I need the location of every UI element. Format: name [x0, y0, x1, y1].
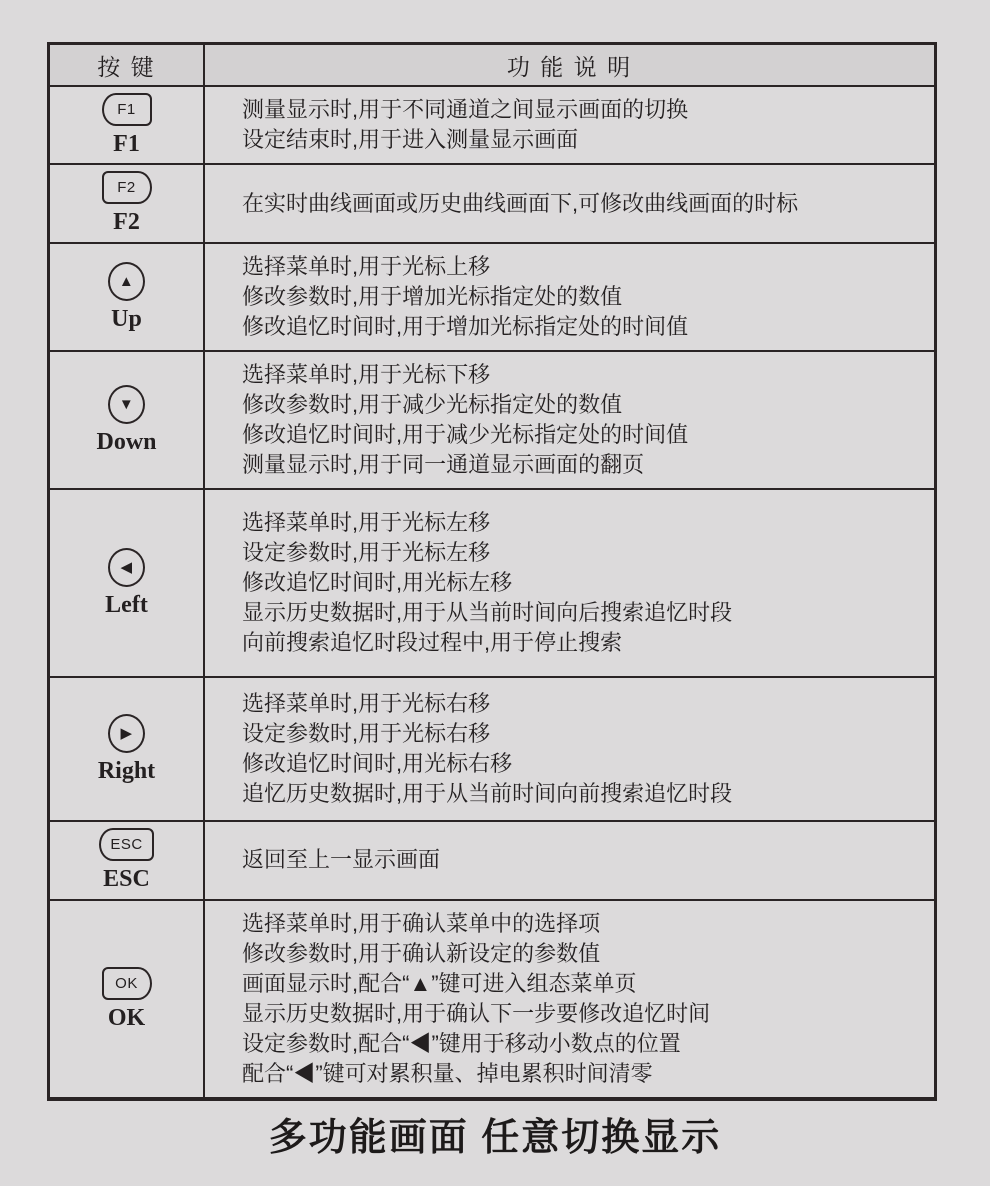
description-line: 显示历史数据时,用于从当前时间向后搜索追忆时段 — [242, 599, 733, 625]
function-description-cell — [205, 822, 934, 899]
down-key-icon: ▼ — [108, 385, 145, 424]
key-label: Right — [97, 757, 156, 784]
description-line: 修改追忆时间时,用于增加光标指定处的时间值 — [242, 313, 689, 339]
key-cell — [50, 244, 205, 350]
description-line: 返回至上一显示画面 — [242, 847, 441, 873]
key-label: F1 — [113, 131, 140, 157]
function-description-cell — [205, 244, 934, 350]
esc-key-icon: ESC — [99, 828, 153, 861]
description-line: 修改参数时,用于减少光标指定处的数值 — [242, 391, 623, 417]
function-description-cell — [205, 352, 934, 488]
function-description-cell — [205, 490, 934, 676]
table-row — [50, 87, 934, 165]
key-function-table — [47, 42, 937, 1101]
table-row — [50, 165, 934, 243]
description-line: 选择菜单时,用于光标上移 — [242, 253, 491, 279]
description-line: 画面显示时,配合“▲”键可进入组态菜单页 — [242, 970, 637, 996]
description-line: 选择菜单时,用于光标左移 — [242, 509, 491, 535]
key-cell — [50, 678, 205, 820]
description-line: 修改参数时,用于增加光标指定处的数值 — [242, 283, 623, 309]
function-description-cell — [205, 901, 934, 1097]
description-line: 修改追忆时间时,用于减少光标指定处的时间值 — [242, 421, 689, 447]
description-line: 设定参数时,配合“◀”键用于移动小数点的位置 — [242, 1030, 681, 1056]
description-line: 设定参数时,用于光标右移 — [242, 720, 491, 746]
function-description-cell — [205, 87, 934, 163]
description-line: 显示历史数据时,用于确认下一步要修改追忆时间 — [242, 1000, 711, 1026]
header-function-column: 功 能 说 明 — [506, 53, 633, 80]
table-row — [50, 244, 934, 352]
description-line: 测量显示时,用于不同通道之间显示画面的切换 — [242, 97, 689, 123]
description-line: 配合“◀”键可对累积量、掉电累积时间清零 — [242, 1060, 653, 1086]
key-cell — [50, 87, 205, 163]
table-body — [50, 87, 934, 1097]
table-row — [50, 352, 934, 490]
key-label: Down — [96, 428, 157, 455]
key-cell — [50, 490, 205, 676]
key-label: ESC — [103, 866, 150, 893]
function-description-cell — [205, 678, 934, 820]
description-line: 修改参数时,用于确认新设定的参数值 — [242, 940, 601, 966]
key-label: Up — [111, 305, 142, 332]
ok-key-icon: OK — [102, 967, 152, 1000]
table-row — [50, 901, 934, 1097]
table-header-row — [50, 45, 934, 87]
key-cell — [50, 165, 205, 241]
description-line: 向前搜索追忆时段过程中,用于停止搜索 — [242, 629, 623, 655]
key-label: OK — [107, 1004, 146, 1031]
key-cell — [50, 822, 205, 899]
description-line: 选择菜单时,用于光标右移 — [242, 690, 491, 716]
key-cell — [50, 352, 205, 488]
key-label: F2 — [113, 209, 140, 236]
description-line: 修改追忆时间时,用光标左移 — [242, 569, 513, 595]
left-key-icon: ◀ — [108, 548, 145, 587]
table-row — [50, 822, 934, 901]
up-key-icon: ▲ — [108, 262, 145, 301]
table-row — [50, 678, 934, 822]
description-line: 设定参数时,用于光标左移 — [242, 539, 491, 565]
description-line: 选择菜单时,用于确认菜单中的选择项 — [242, 910, 601, 936]
function-description-cell — [205, 165, 934, 241]
right-key-icon: ▶ — [108, 714, 145, 753]
description-line: 选择菜单时,用于光标下移 — [242, 361, 491, 387]
f1-key-icon: F1 — [102, 93, 152, 126]
description-line: 追忆历史数据时,用于从当前时间向前搜索追忆时段 — [242, 780, 733, 806]
description-line: 测量显示时,用于同一通道显示画面的翻页 — [242, 451, 645, 477]
table-row — [50, 490, 934, 678]
key-cell — [50, 901, 205, 1097]
key-label: Left — [105, 591, 148, 618]
header-key-column: 按 键 — [50, 45, 205, 85]
f2-key-icon: F2 — [102, 171, 152, 204]
description-line: 设定结束时,用于进入测量显示画面 — [242, 127, 579, 153]
description-line: 在实时曲线画面或历史曲线画面下,可修改曲线画面的时标 — [242, 190, 799, 216]
description-line: 修改追忆时间时,用光标右移 — [242, 750, 513, 776]
footer-caption: 多功能画面 任意切换显示 — [268, 1117, 722, 1159]
